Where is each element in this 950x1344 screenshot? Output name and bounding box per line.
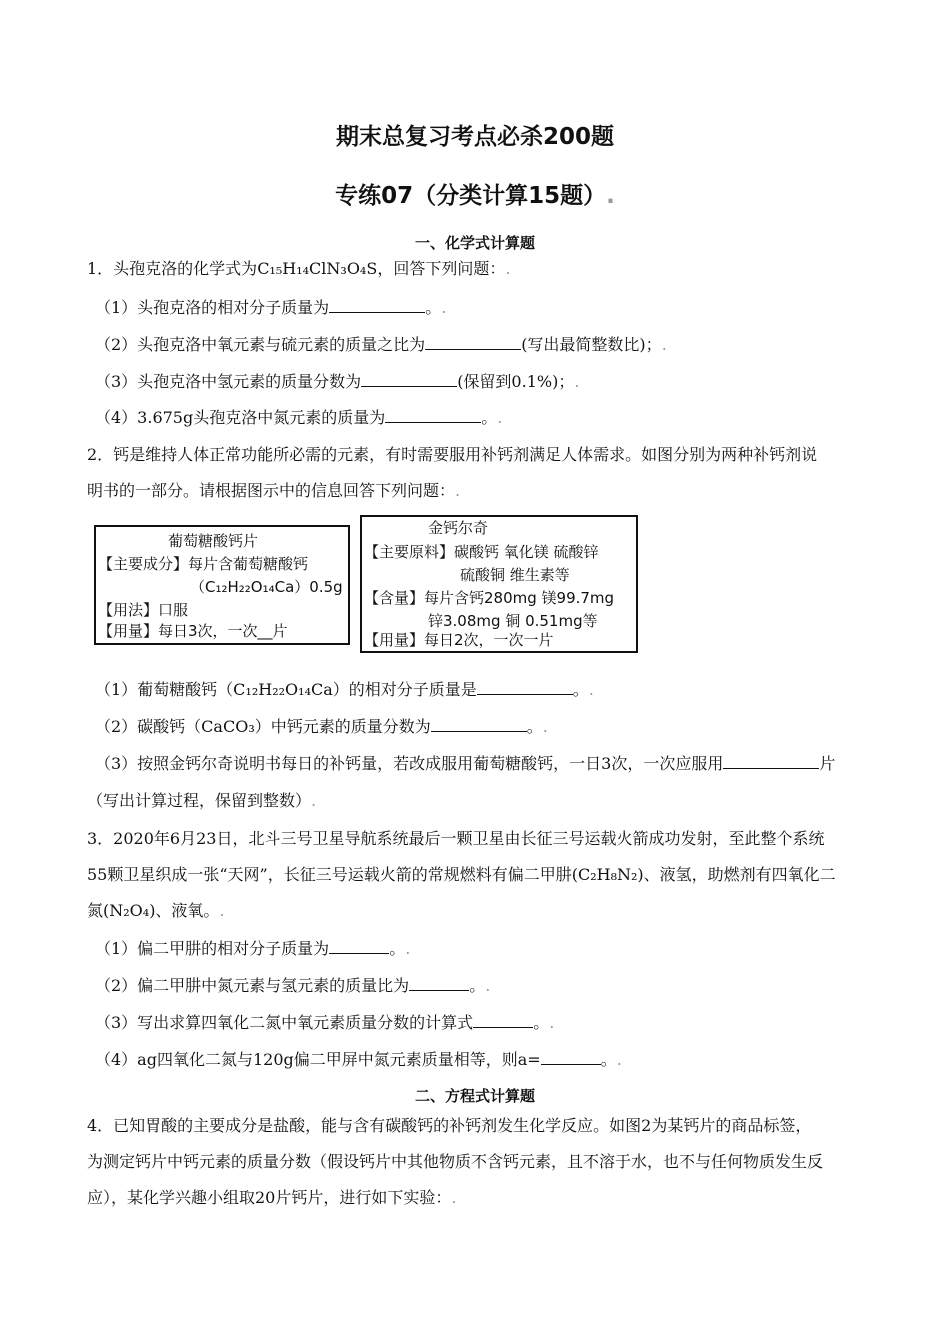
- q2-part3-line2: （写出计算过程，保留到整数）.: [87, 791, 317, 810]
- box2-materials: 【主要原料】碳酸钙 氧化镁 硫酸锌: [364, 543, 599, 561]
- q3-part2: （2）偏二甲肼中氮元素与氢元素的质量比为 。.: [95, 976, 491, 995]
- box2-materials-cont: 硫酸铜 维生素等: [460, 566, 570, 584]
- box1-title: 葡萄糖酸钙片: [168, 532, 259, 550]
- q2-part2: （2）碳酸钙（CaCO₃）中钙元素的质量分数为 。.: [95, 717, 548, 736]
- q3-stem-line3: 氮(N₂O₄)、液氧。.: [87, 901, 225, 920]
- box2-content-cont: 锌3.08mg 铜 0.51mg等: [428, 612, 598, 630]
- calcium-supplement-label: [360, 515, 638, 653]
- section-heading-2: 二、方程式计算题: [414, 1087, 535, 1105]
- box2-content: 【含量】每片含钙280mg 镁99.7mg: [364, 589, 615, 607]
- q3-stem-line1: 3．2020年6月23日，北斗三号卫星导航系统最后一颗卫星由长征三号运载火箭成功发射，至此整个系统: [87, 829, 825, 848]
- q3-part3: （3）写出求算四氧化二氮中氧元素质量分数的计算式 。.: [95, 1013, 555, 1032]
- q1-part3: （3）头孢克洛中氢元素的质量分数为 (保留到0.1%)；.: [95, 372, 580, 391]
- q2-part3: （3）按照金钙尔奇说明书每日的补钙量，若改成服用葡萄糖酸钙，一日3次，一次应服用 片: [95, 754, 836, 773]
- q4-stem-line2: 为测定钙片中钙元素的质量分数（假设钙片中其他物质不含钙元素，且不溶于水，也不与任何物质发生反: [87, 1152, 824, 1171]
- section-heading-1: 一、化学式计算题: [414, 234, 535, 252]
- box2-dosage: 【用量】每日2次，一次一片: [364, 631, 554, 649]
- box1-dosage: 【用量】每日3次，一次__片: [98, 622, 288, 640]
- q1-part4: （4）3.675g头孢克洛中氮元素的质量为 。.: [95, 408, 503, 427]
- q2-stem-line2: 明书的一部分。请根据图示中的信息回答下列问题：.: [87, 481, 461, 500]
- q4-stem-line1: 4．已知胃酸的主要成分是盐酸，能与含有碳酸钙的补钙剂发生化学反应。如图2为某钙片的商品标签，: [87, 1116, 812, 1135]
- q3-stem-line2: 55颗卫星织成一张“天网”，长征三号运载火箭的常规燃料有偏二甲肼(C₂H₈N₂)、液氢，助燃剂有四氧化二: [87, 865, 836, 884]
- q1-part1: （1）头孢克洛的相对分子质量为 。.: [95, 298, 447, 317]
- calcium-gluconate-label: [94, 525, 350, 645]
- page-title: 期末总复习考点必杀200题: [335, 124, 614, 150]
- box1-usage: 【用法】口服: [98, 601, 189, 619]
- q2-stem-line1: 2．钙是维持人体正常功能所必需的元素，有时需要服用补钙剂满足人体需求。如图分别为两种补钙剂说: [87, 445, 818, 464]
- q3-part1: （1）偏二甲肼的相对分子质量为 。.: [95, 939, 411, 958]
- q1-stem: 1．头孢克洛的化学式为C₁₅H₁₄ClN₃O₄S，回答下列问题：.: [87, 259, 511, 278]
- box1-formula: （C₁₂H₂₂O₁₄Ca）0.5g: [190, 578, 343, 596]
- box2-title: 金钙尔奇: [428, 519, 489, 537]
- q1-part2: （2）头孢克洛中氧元素与硫元素的质量之比为 (写出最简整数比)；.: [95, 335, 667, 354]
- page-subtitle: 专练07（分类计算15题）.: [335, 183, 615, 209]
- box1-ingredient: 【主要成分】每片含葡萄糖酸钙: [98, 555, 309, 573]
- q2-part1: （1）葡萄糖酸钙（C₁₂H₂₂O₁₄Ca）的相对分子质量是 。.: [95, 680, 594, 699]
- q4-stem-line3: 应），某化学兴趣小组取20片钙片，进行如下实验：.: [87, 1188, 457, 1207]
- q3-part4: （4）ag四氧化二氮与120g偏二甲屏中氮元素质量相等，则a= 。.: [95, 1050, 622, 1069]
